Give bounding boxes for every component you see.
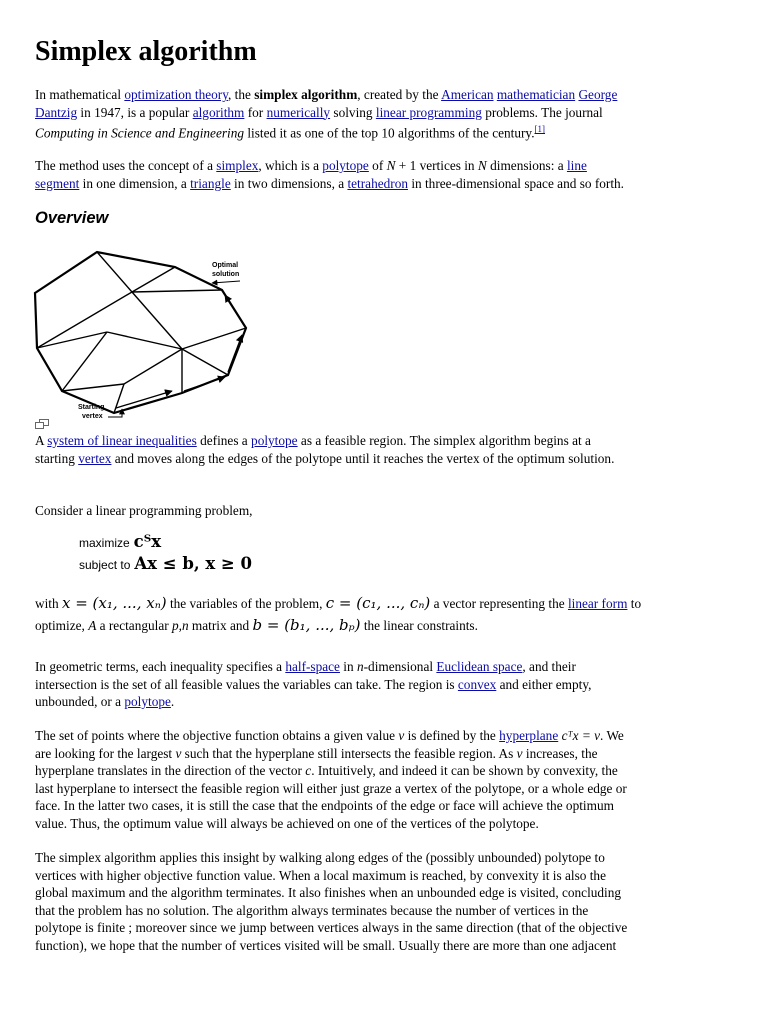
- link-tetrahedron[interactable]: tetrahedron: [347, 175, 408, 191]
- walk-paragraph: [35, 849, 735, 954]
- text: in two dimensions, a: [230, 175, 348, 191]
- subject-to-label: subject to: [79, 558, 131, 572]
- link-polytope[interactable]: polytope: [322, 158, 369, 173]
- text: The method uses the concept of a: [35, 158, 217, 173]
- text: in one dimension, a: [79, 175, 191, 191]
- text: problems. The journal: [481, 104, 603, 120]
- page-title: Simplex algorithm: [35, 36, 257, 67]
- text: such that the hyperplane still intersects the feasible region. As: [181, 745, 517, 761]
- var-v: v: [175, 745, 182, 761]
- text: unbounded, or a: [35, 694, 125, 709]
- link-triangle[interactable]: triangle: [190, 175, 231, 191]
- text: in three-dimensional space and so forth.: [408, 175, 625, 191]
- text: In mathematical: [35, 87, 125, 102]
- link-hyperplane[interactable]: hyperplane: [499, 728, 559, 743]
- bold-term: simplex algorithm: [254, 87, 358, 102]
- text: + 1 vertices in: [395, 158, 478, 173]
- consider-paragraph: [35, 502, 735, 520]
- label-vertex: vertex: [82, 413, 103, 420]
- var-pn: p,n: [171, 618, 189, 633]
- text: , created by the: [357, 87, 442, 102]
- label-starting: Starting: [78, 404, 105, 411]
- reference-sup: [535, 123, 546, 135]
- var-n: N: [386, 158, 396, 173]
- maximize-label: maximize: [79, 536, 130, 550]
- link-algorithm[interactable]: algorithm: [192, 104, 245, 120]
- enlarge-icon[interactable]: [35, 419, 49, 429]
- link-euclidean-space[interactable]: Euclidean space: [436, 659, 523, 674]
- text: The set of points where the objective function obtains a given value: [35, 728, 399, 743]
- label-optimal: Optimal: [212, 262, 239, 269]
- math-b-vector: b = (b₁, ..., bₚ): [252, 616, 361, 634]
- text: solving: [330, 104, 376, 120]
- text: as a feasible region. The simplex algorithm begins at a: [297, 433, 591, 448]
- geometric-paragraph: [35, 658, 735, 711]
- link-mathematician[interactable]: mathematician: [496, 87, 576, 102]
- text: in: [339, 659, 357, 674]
- walk-line-3: global maximum and the algorithm terminates. It also finishes when an unbounded edge is visited, concluding: [35, 885, 622, 900]
- text: a rectangular: [96, 618, 172, 633]
- link-system-of-linear-inequalities[interactable]: system of linear inequalities: [47, 433, 197, 448]
- math-x-vector: x = (x₁, ..., xₙ): [61, 594, 167, 612]
- intro-line-3: [35, 121, 735, 142]
- text: .: [170, 694, 175, 709]
- text: matrix and: [188, 618, 253, 633]
- text: the variables of the problem,: [166, 596, 326, 611]
- text: , the: [228, 87, 255, 102]
- walk-line-5: polytope is finite ; moreover since we jump between vertices always in the same direction (that of the objective: [35, 920, 628, 935]
- link-dantzig[interactable]: Dantzig: [35, 104, 78, 120]
- text: dimensions: a: [486, 158, 567, 173]
- walk-line-1: The simplex algorithm applies this insight by walking along edges of the (possibly unbounded) polytope to: [35, 850, 605, 865]
- text: increases, the: [522, 745, 598, 761]
- link-linear-form[interactable]: linear form: [567, 596, 628, 611]
- lp-formulation: [79, 532, 252, 576]
- geom-line-2: [35, 676, 735, 694]
- optimal-pointer: [212, 281, 240, 283]
- text: hyperplane translates in the direction of the vector: [35, 763, 306, 778]
- text: intersection is the set of all feasible values the variables can take. The region is: [35, 676, 458, 692]
- text: of: [368, 158, 387, 173]
- link-half-space[interactable]: half-space: [285, 659, 340, 674]
- text: optimize,: [35, 618, 89, 633]
- objective-expression: cᵀx: [133, 532, 162, 551]
- variables-line-2: [35, 614, 735, 636]
- text: and moves along the edges of the polytope until it reaches the vertex of the optimum solution.: [111, 450, 615, 466]
- text: with: [35, 596, 62, 611]
- text: . Intuitively, and indeed it can be shown by convexity, the: [311, 763, 618, 778]
- text: listed it as one of the top 10 algorithms of the century.: [244, 125, 535, 141]
- objective-line-6: value. Thus, the optimum value will always be achieved on one of the vertices of the polytope.: [35, 815, 539, 831]
- objective-line-1: [35, 727, 735, 745]
- variables-paragraph: [35, 592, 735, 636]
- method-line-2: [35, 175, 735, 193]
- text: the linear constraints.: [360, 618, 478, 633]
- text: , which is a: [258, 158, 323, 173]
- geom-line-1: [35, 658, 735, 676]
- var-n: N: [477, 158, 487, 173]
- link-segment[interactable]: segment: [35, 175, 80, 191]
- text: . We: [600, 728, 624, 743]
- text: are looking for the largest: [35, 745, 176, 761]
- lp-maximize-row: [79, 532, 252, 554]
- polytope-figure[interactable]: [32, 245, 250, 425]
- constraint-expression: Ax ≤ b, x ≥ 0: [134, 554, 252, 573]
- geom-line-3: [35, 693, 735, 711]
- intro-line-2: [35, 104, 735, 122]
- text: In geometric terms, each inequality specifies a: [35, 659, 286, 674]
- walk-line-4: that the problem has no solution. The algorithm always terminates because the number of vertices in the: [35, 902, 589, 918]
- link-line-segment[interactable]: line: [566, 158, 587, 173]
- link-polytope[interactable]: polytope: [251, 433, 298, 448]
- consider-text: Consider a linear programming problem,: [35, 503, 253, 518]
- text: is defined by the: [404, 728, 500, 743]
- link-numerically[interactable]: numerically: [266, 104, 331, 120]
- text: a vector representing the: [430, 596, 568, 611]
- var-c: c: [305, 763, 312, 778]
- objective-line-4: last hyperplane to intersect the feasible region will either just graze a vertex of the polytope, or a whole edge or: [35, 780, 627, 796]
- text: for: [244, 104, 267, 120]
- figure-caption: [35, 432, 735, 467]
- objective-line-5: face. In the latter two cases, it is still the case that the endpoints of the edge or face will achieve the optimum: [35, 798, 614, 813]
- path-arrows: [116, 295, 244, 408]
- objective-paragraph: [35, 727, 735, 832]
- variables-line-1: [35, 592, 735, 614]
- math-hyperplane: cᵀx = v: [561, 728, 601, 743]
- walk-line-6: function), we hope that the number of vertices visited will be small. Usually there are more than one adjacent: [35, 937, 617, 953]
- section-heading-overview: Overview: [35, 209, 109, 227]
- lp-subject-row: [79, 554, 252, 576]
- link-linear-programming[interactable]: linear programming: [375, 104, 482, 120]
- intro-paragraph: [35, 86, 735, 142]
- math-c-vector: c = (c₁, ..., cₙ): [325, 594, 431, 612]
- link-optimization-theory[interactable]: optimization theory: [124, 87, 229, 102]
- text: , and their: [522, 659, 576, 674]
- link-polytope[interactable]: polytope: [124, 694, 171, 709]
- link-george-dantzig[interactable]: George: [578, 87, 618, 102]
- text: in 1947, is a popular: [77, 104, 193, 120]
- label-solution: solution: [212, 271, 240, 278]
- text: and either empty,: [496, 676, 592, 692]
- journal-name: Computing in Science and Engineering: [35, 125, 245, 141]
- intro-line-1: [35, 86, 735, 104]
- objective-line-2: [35, 745, 735, 763]
- objective-line-3: [35, 762, 735, 780]
- var-v: v: [516, 745, 523, 761]
- var-v: v: [398, 728, 405, 743]
- text: -dimensional: [363, 659, 437, 674]
- var-n: n: [356, 659, 364, 674]
- text: A: [35, 433, 48, 448]
- caption-line-1: [35, 432, 735, 450]
- caption-line-2: [35, 450, 735, 468]
- reference-link-1[interactable]: [1]: [534, 124, 546, 134]
- method-line-1: [35, 157, 735, 175]
- link-simplex[interactable]: simplex: [216, 158, 259, 173]
- method-paragraph: [35, 157, 735, 192]
- text: defines a: [196, 433, 252, 448]
- var-a: A: [88, 618, 97, 633]
- link-convex[interactable]: convex: [457, 676, 497, 692]
- walk-line-2: vertices with higher objective function value. When a local maximum is reached, by convexity it is also the: [35, 867, 606, 883]
- text: to: [627, 596, 642, 611]
- text: starting: [35, 450, 79, 466]
- link-vertex[interactable]: vertex: [78, 450, 112, 466]
- link-american[interactable]: American: [441, 87, 494, 102]
